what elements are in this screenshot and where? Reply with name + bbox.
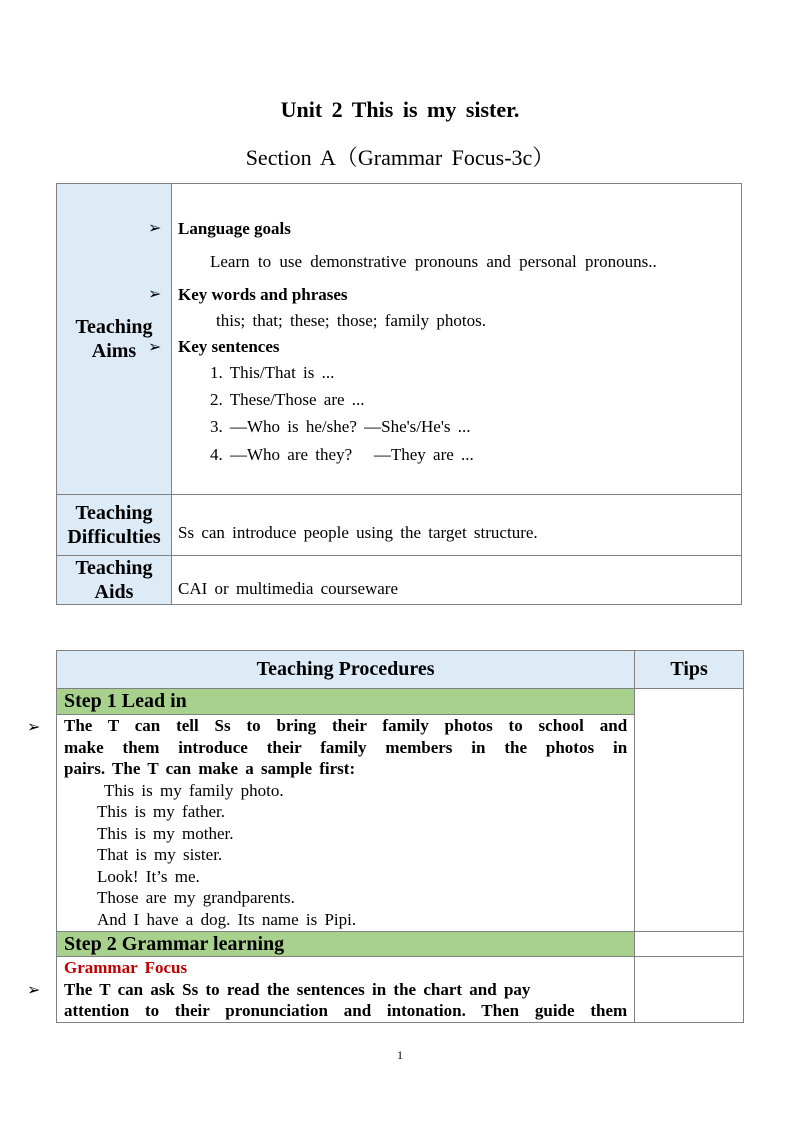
- page-subtitle: Section A（Grammar Focus-3c）: [245, 145, 555, 170]
- step1-content: [27, 715, 635, 932]
- aids-label: Teaching Aids: [75, 557, 153, 603]
- aims-table: [56, 183, 742, 605]
- language-goals-heading: Language goals: [178, 219, 291, 238]
- key-sentence: 2. These/Those are ...: [210, 390, 365, 409]
- sample-line: This is my father.: [97, 802, 225, 821]
- sample-line: And I have a dog. Its name is Pipi.: [97, 909, 357, 929]
- procedures-table: [27, 650, 744, 1023]
- step2-content: [27, 957, 635, 1023]
- step1-title: Step 1 Lead in: [57, 689, 635, 715]
- key-sentence: 4. —Who are they? —They are ...: [210, 445, 474, 464]
- procedures-header: Teaching Procedures: [57, 651, 635, 689]
- step2-instruction-line: The T can ask Ss to read the sentences in the chart and pay: [64, 979, 531, 999]
- sample-line: Those are my grandparents.: [97, 888, 295, 907]
- grammar-focus-label: Grammar Focus: [64, 958, 188, 977]
- key-sentence: 1. This/That is ...: [210, 363, 335, 382]
- difficulties-label-cell: [57, 495, 172, 556]
- difficulties-text: Ss can introduce people using the target structure.: [178, 523, 538, 542]
- language-goals-text: Learn to use demonstrative pronouns and personal pronouns..: [210, 252, 657, 271]
- sample-line: This is my mother.: [97, 823, 234, 843]
- tips-cell: [635, 689, 744, 932]
- arrowhead-bullet-icon: ➢: [27, 982, 41, 999]
- sample-line: This is my family photo.: [97, 780, 284, 800]
- tips-cell: [635, 932, 744, 957]
- key-words-text: this; that; these; those; family photos.: [216, 311, 486, 330]
- step1-instruction-line: The T can tell Ss to bring their family photos to school and: [64, 716, 628, 735]
- page-title: Unit 2 This is my sister.: [280, 97, 520, 122]
- tips-header: Tips: [635, 651, 744, 689]
- teaching-aims-content: [148, 184, 742, 495]
- step1-instruction-line: make them introduce their family members in the photos in: [64, 737, 628, 757]
- difficulties-content: [172, 495, 742, 556]
- page-number: 1: [397, 1048, 403, 1062]
- sample-line: That is my sister.: [97, 845, 223, 864]
- aids-content: [172, 556, 742, 605]
- difficulties-label: Teaching Difficulties: [67, 502, 161, 548]
- sample-line: Look! It’s me.: [97, 866, 200, 886]
- arrowhead-bullet-icon: ➢: [27, 719, 41, 736]
- arrowhead-bullet-icon: ➢: [148, 220, 162, 237]
- aids-text: CAI or multimedia courseware: [178, 579, 399, 598]
- key-sentence: 3. —Who is he/she? —She's/He's ...: [210, 417, 471, 436]
- step2-instruction-line: attention to their pronunciation and intonation. Then guide them: [64, 1001, 628, 1020]
- key-words-heading: Key words and phrases: [178, 285, 348, 304]
- step2-title: Step 2 Grammar learning: [57, 932, 635, 957]
- step1-instruction-line: pairs. The T can make a sample first:: [64, 759, 356, 778]
- aids-label-cell: [57, 556, 172, 605]
- teaching-aims-label: Teaching Aims: [75, 316, 153, 362]
- key-sentences-heading: Key sentences: [178, 337, 280, 356]
- arrowhead-bullet-icon: ➢: [148, 339, 162, 356]
- tips-cell: [635, 957, 744, 1023]
- arrowhead-bullet-icon: ➢: [148, 286, 162, 303]
